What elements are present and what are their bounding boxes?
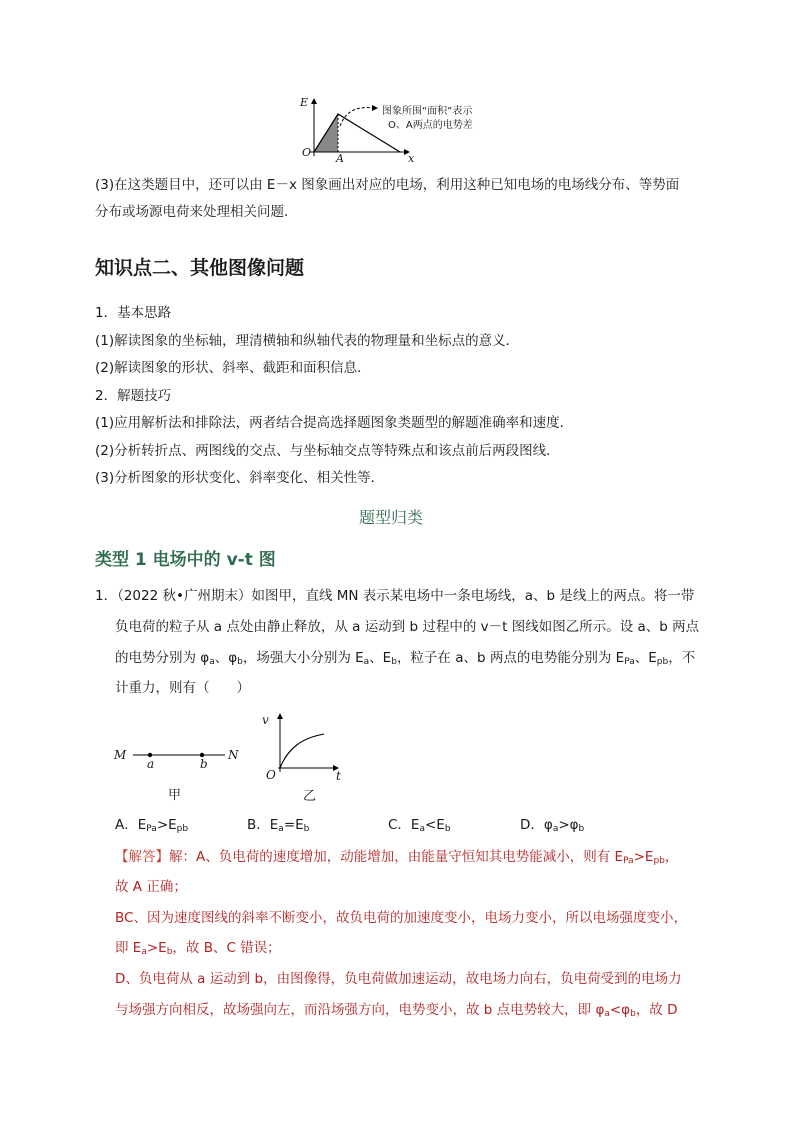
ex-axis-e-label: E: [300, 96, 309, 109]
answer-line4: [115, 938, 281, 962]
answer-line1: [115, 847, 678, 871]
jia-m-label: M: [114, 748, 127, 762]
option-b: [247, 815, 309, 839]
ans-l6b: <φ: [609, 1002, 631, 1018]
opt-d-mid: >φ: [558, 817, 579, 833]
fig-yi-graph: [272, 712, 342, 774]
opt-c-mid: <E: [424, 817, 445, 833]
callout-arrowhead: [372, 105, 378, 111]
sub-pa: Pa: [623, 856, 634, 866]
ex-axis-x-label: x: [408, 152, 415, 165]
option-c: [388, 815, 451, 839]
callout-arrow: [340, 108, 374, 126]
ans-l1: 解：A、负电荷的速度增加，动能增加，由能量守恒知其电势能减小，则有 E: [169, 849, 624, 865]
opt-b-pre: B．E: [247, 817, 279, 833]
option-a: [115, 815, 188, 839]
ans-l6a: 与场强方向相反，故场强向左，而沿场强方向，电势变小，故 b 点电势较大，即 φ: [115, 1002, 605, 1018]
v-axis-arrow: [277, 713, 283, 719]
item-5: (1)应用解析法和排除法，两者结合提高选择题图象类题型的解题准确率和速度．: [95, 415, 574, 431]
sub-a: a: [419, 824, 425, 834]
q3-d: 、E: [369, 650, 392, 666]
opt-a-pre: A．E: [115, 817, 147, 833]
para3-line1: (3)在这类题目中，还可以由 E－x 图象画出对应的电场，利用这种已知电场的电场线分布、等势面: [95, 177, 680, 193]
ans-l4c: ，故 B、C 错误；: [172, 940, 281, 956]
answer-line6: [115, 1000, 678, 1024]
sub-b: b: [391, 657, 397, 667]
q3-f: 、E: [634, 650, 657, 666]
jia-b-label: b: [200, 757, 208, 771]
sub-b: b: [237, 657, 243, 667]
item-2: (1)解读图象的坐标轴，理清横轴和纵轴代表的物理量和坐标点的意义．: [95, 333, 520, 349]
sub-b: b: [444, 824, 451, 834]
question-line2: 负电荷的粒子从 a 点处由静止释放，从 a 运动到 b 过程中的 v－t 图线如图乙所示。设 a、b 两点: [115, 619, 700, 635]
question-line1: 1．（2022 秋•广州期末）如图甲，直线 MN 表示某电场中一条电场线，a、b 是线上的两点。将一带: [95, 588, 695, 604]
item-6: (2)分析转折点、两图线的交点、与坐标轴交点等特殊点和该点前后两段图线．: [95, 443, 560, 459]
sub-b: b: [578, 824, 585, 834]
yi-v-label: v: [262, 713, 269, 727]
ans-l4a: 即 E: [115, 940, 142, 956]
ex-note-line1: 图象所围“面积”表示: [382, 106, 473, 117]
ex-origin-label: O: [302, 146, 312, 159]
q3-a: 的电势分别为 φ: [115, 650, 210, 666]
type1-title: 类型 1 电场中的 v-t 图: [95, 550, 276, 570]
ans-l1c: ，: [664, 849, 679, 865]
sub-pb: pb: [176, 824, 189, 834]
item-4: 2．解题技巧: [95, 388, 172, 404]
sub-pb: pb: [656, 657, 669, 667]
opt-b-mid: =E: [283, 817, 304, 833]
jia-caption: 甲: [168, 788, 182, 803]
category-heading: 题型归类: [359, 508, 424, 527]
answer-line2: 故 A 正确；: [115, 879, 187, 895]
sub-b: b: [166, 947, 173, 957]
ans-l1b: >E: [633, 849, 654, 865]
q3-b: 、φ: [214, 650, 238, 666]
answer-tag: 【解答】: [115, 849, 169, 865]
jia-a-label: a: [147, 757, 155, 771]
opt-a-mid: >E: [156, 817, 177, 833]
sub-pa: Pa: [624, 657, 635, 667]
fig-jia-line: [125, 745, 235, 765]
question-line3: [115, 648, 695, 672]
sub-a: a: [552, 824, 559, 834]
item-1: 1．基本思路: [95, 305, 172, 321]
ans-l4b: >E: [146, 940, 167, 956]
sub-a: a: [278, 824, 284, 834]
yi-t-label: t: [336, 769, 341, 783]
ex-point-a-label: A: [336, 152, 344, 165]
yi-caption: 乙: [303, 789, 317, 804]
option-d: [520, 815, 584, 839]
q3-e: ，粒子在 a、b 两点的电势能分别为 E: [396, 650, 625, 666]
item-3: (2)解读图象的形状、斜率、截距和面积信息．: [95, 360, 371, 376]
item-7: (3)分析图象的形状变化、斜率变化、相关性等．: [95, 470, 385, 486]
jia-n-label: N: [228, 748, 239, 762]
ans-l6c: ，故 D: [635, 1002, 678, 1018]
sub-a: a: [209, 657, 215, 667]
sub-b: b: [630, 1009, 636, 1019]
sub-a: a: [363, 657, 370, 667]
question-line4: 计重力，则有（ ）: [115, 680, 250, 696]
section2-title: 知识点二、其他图像问题: [95, 257, 305, 279]
opt-c-pre: C．E: [388, 817, 420, 833]
q3-g: ，不: [668, 650, 696, 666]
ex-note-line2: O、A两点的电势差: [388, 120, 473, 131]
e-axis-arrow: [311, 98, 317, 104]
answer-line3: BC、因为速度图线的斜率不断变小，故负电荷的加速度变小，电场力变小，所以电场强度变小，: [115, 910, 687, 926]
sub-a: a: [604, 1009, 610, 1019]
answer-line5: D、负电荷从 a 运动到 b，由图像得，负电荷做加速运动，故电场力向右，负电荷受到的电场力: [115, 971, 682, 987]
opt-d-pre: D．φ: [520, 817, 553, 833]
sub-pa: Pa: [146, 824, 157, 834]
para3-line2: 分布或场源电荷来处理相关问题．: [95, 204, 298, 220]
yi-o-label: O: [266, 768, 276, 782]
sub-pb: pb: [653, 856, 665, 866]
vt-curve: [280, 734, 324, 768]
sub-a: a: [141, 947, 147, 957]
q3-c: ，场强大小分别为 E: [242, 650, 364, 666]
sub-b: b: [303, 824, 310, 834]
